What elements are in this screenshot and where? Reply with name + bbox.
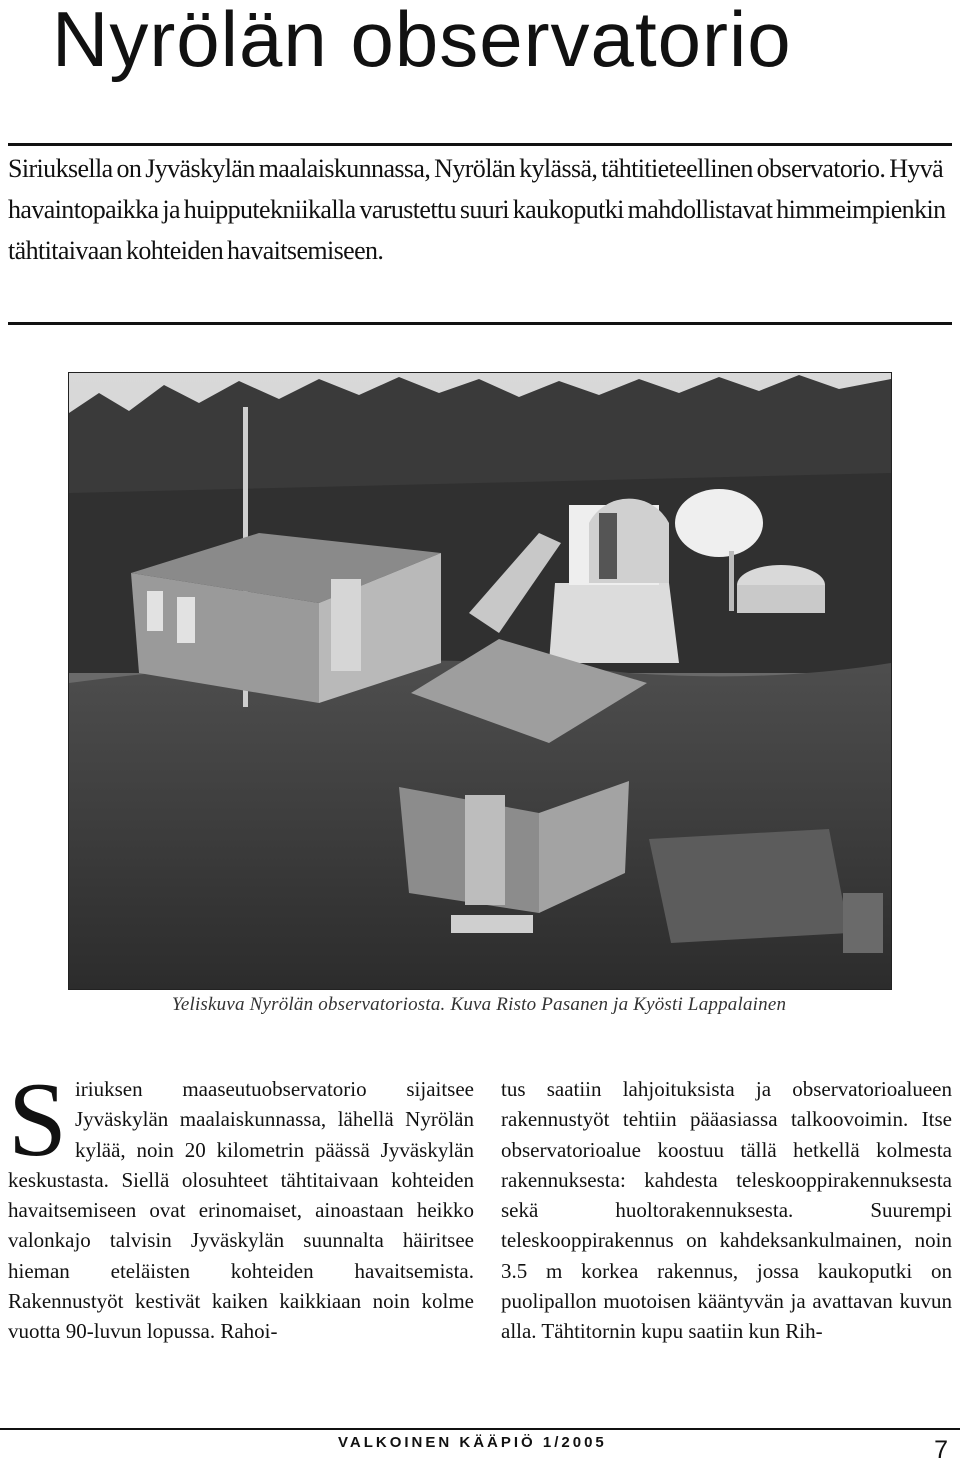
photo-caption: Yeliskuva Nyrölän observatoriosta. Kuva Risto Pasanen ja Kyösti Lappalainen — [171, 994, 787, 1015]
article-column-left — [8, 1061, 474, 1347]
page-number: 7 — [934, 1436, 948, 1464]
footer-rule — [0, 1428, 960, 1430]
lead-paragraph: Siriuksella on Jyväskylän maalaiskunnassa, Nyrölän kylässä, tähtitieteellinen observatorio. Hyvä havaintopaikka ja huipputekniikalla varustettu suuri kaukoputki mahdollistavat himmeimpienkin tähtitaivaan kohteiden havaitsemiseen. — [8, 154, 946, 265]
article-column-right: tus saatiin lahjoituksista ja observatorioalueen rakennustyöt tehtiin pääasiassa talkoovoimin. Itse observatorioalue koostuu tällä hetkellä kolmesta rakennuksesta: kahdesta teleskooppirakennuksesta sekä huoltorakennuksesta. Suurempi teleskooppirakennus on kahdeksankulmainen, noin 3.5 m korkea rakennus, jossa kaukoputki on puolipallon muotoisen kääntyvän ja avattavan kuvun alla. Tähtitornin kupu saatiin kun Rih- — [501, 1077, 952, 1344]
page-title: Nyrölän observatorio — [52, 0, 792, 83]
observatory-photo — [68, 372, 892, 990]
article-left-text: iriuksen maaseutuobservatorio sijaitsee Jyväskylän maalaiskunnassa, lähellä Nyrölän kylää, noin 20 kilometrin päässä Jyväskylän keskustasta. Siellä olosuhteet tähtitaivaan kohteiden havaitsemiseen ovat erinomaiset, ainoastaan heikko valonkajo talvisin Jyväskylän suunnalta häiritsee hieman eteläisten kohteiden havaitsemista. Rakennustyöt kestivät kaiken kaikkiaan noin kolme vuotta 90-luvun lopussa. Rahoi- — [8, 1077, 474, 1344]
top-rule — [8, 143, 952, 146]
publication-name: VALKOINEN KÄÄPIÖ 1/2005 — [338, 1434, 607, 1451]
lead-rule — [8, 322, 952, 325]
drop-cap: S — [8, 1061, 67, 1178]
